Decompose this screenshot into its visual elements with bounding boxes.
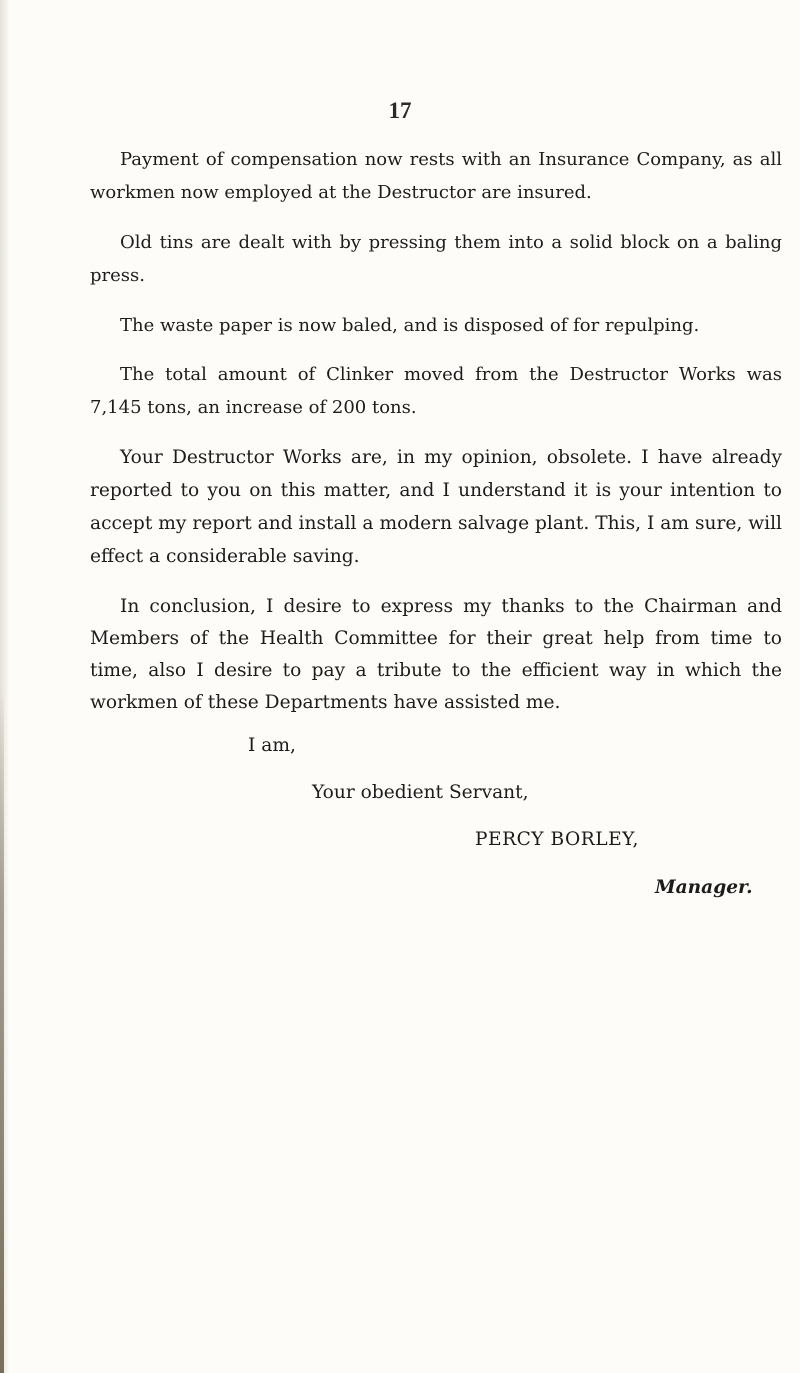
- paragraph-insurance: Payment of compensation now rests with an Insurance Company, as all workmen now employed at the Destructor are insured.: [90, 149, 782, 203]
- paragraph-clinker: The total amount of Clinker moved from the Destructor Works was 7,145 tons, an increase of 200 tons.: [90, 364, 782, 418]
- signatory-title: Manager.: [655, 877, 753, 898]
- closing-sign-off: Your obedient Servant,: [312, 782, 529, 803]
- paragraph-destructor-works: Your Destructor Works are, in my opinion, obsolete. I have already reported to you on this matter, and I understand it is your intention to accept my report and install a modern salvage plant. This, I am sure, will effect a considerable saving.: [90, 447, 782, 567]
- paragraph-waste-paper: The waste paper is now baled, and is disposed of for repulping.: [120, 315, 700, 336]
- page-number: 17: [388, 98, 412, 123]
- paragraph-old-tins: Old tins are dealt with by pressing them into a solid block on a baling press.: [90, 232, 782, 286]
- signatory-name: PERCY BORLEY,: [475, 829, 639, 850]
- paragraph-conclusion: In conclusion, I desire to express my thanks to the Chairman and Members of the Health Committee for their great help from time to time, also I desire to pay a tribute to the efficient way in which the workmen of these Departments have assisted me.: [90, 596, 782, 713]
- page-binding-shadow: [0, 690, 4, 1373]
- closing-salutation: I am,: [248, 735, 296, 756]
